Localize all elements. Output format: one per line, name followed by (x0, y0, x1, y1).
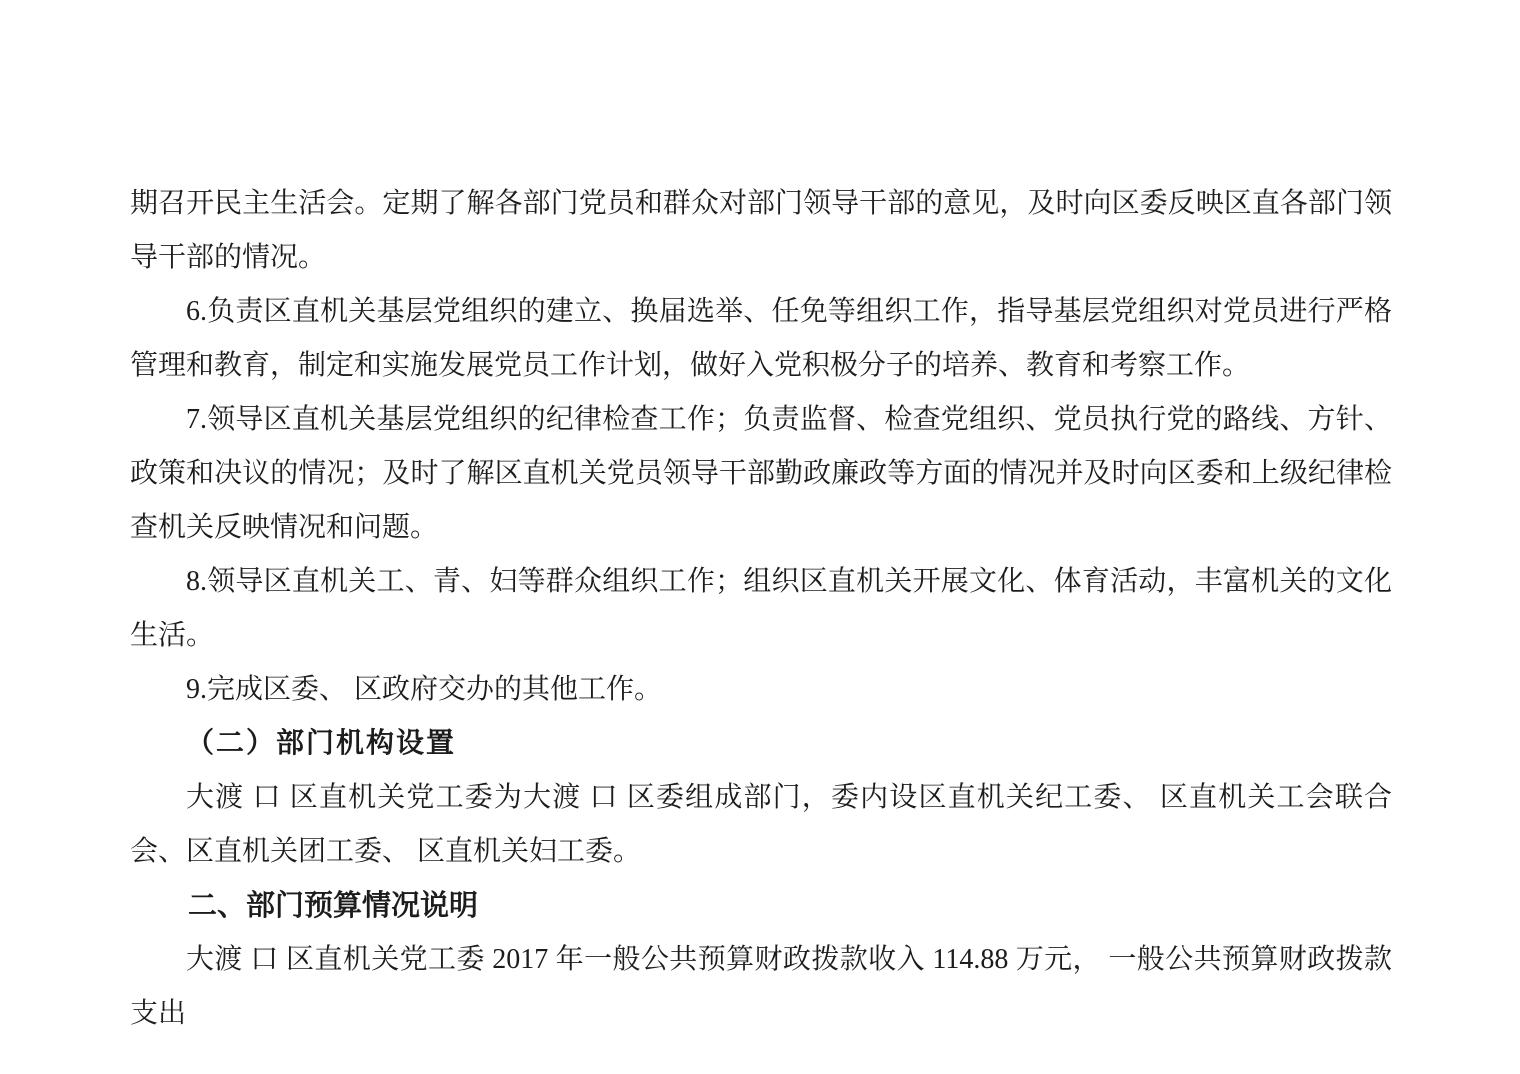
paragraph-duty-9: 9.完成区委、 区政府交办的其他工作。 (186, 674, 663, 705)
paragraph-budget-body: 大渡 口 区直机关党工委 2017 年一般公共预算财政拨款收入 114.88 万元， 一般公共预算财政拨款支出 (130, 944, 1392, 1029)
paragraph-duty-7: 7.领导区直机关基层党组织的纪律检查工作；负责监督、检查党组织、党员执行党的路线、方针、政策和决议的情况；及时了解区直机关党员领导干部勤政廉政等方面的情况并及时向区委和上级纪律检查机关反映情况和问题。 (130, 404, 1392, 543)
paragraph-duty-5-continuation: 期召开民主生活会。定期了解各部门党员和群众对部门领导干部的意见，及时向区委反映区直各部门领导干部的情况。 (130, 188, 1392, 273)
section-heading-budget-explanation: 二、部门预算情况说明 (188, 890, 479, 922)
paragraph-org-structure-body: 大渡 口 区直机关党工委为大渡 口 区委组成部门，委内设区直机关纪工委、 区直机关工会联合会、区直机关团工委、 区直机关妇工委。 (130, 782, 1392, 867)
paragraph-duty-8: 8.领导区直机关工、青、妇等群众组织工作；组织区直机关开展文化、体育活动，丰富机关的文化生活。 (130, 566, 1392, 651)
paragraph-duty-6: 6.负责区直机关基层党组织的建立、换届选举、任免等组织工作，指导基层党组织对党员进行严格管理和教育，制定和实施发展党员工作计划，做好入党积极分子的培养、教育和考察工作。 (130, 296, 1392, 381)
subsection-heading-org-structure: （二）部门机构设置 (186, 728, 457, 759)
